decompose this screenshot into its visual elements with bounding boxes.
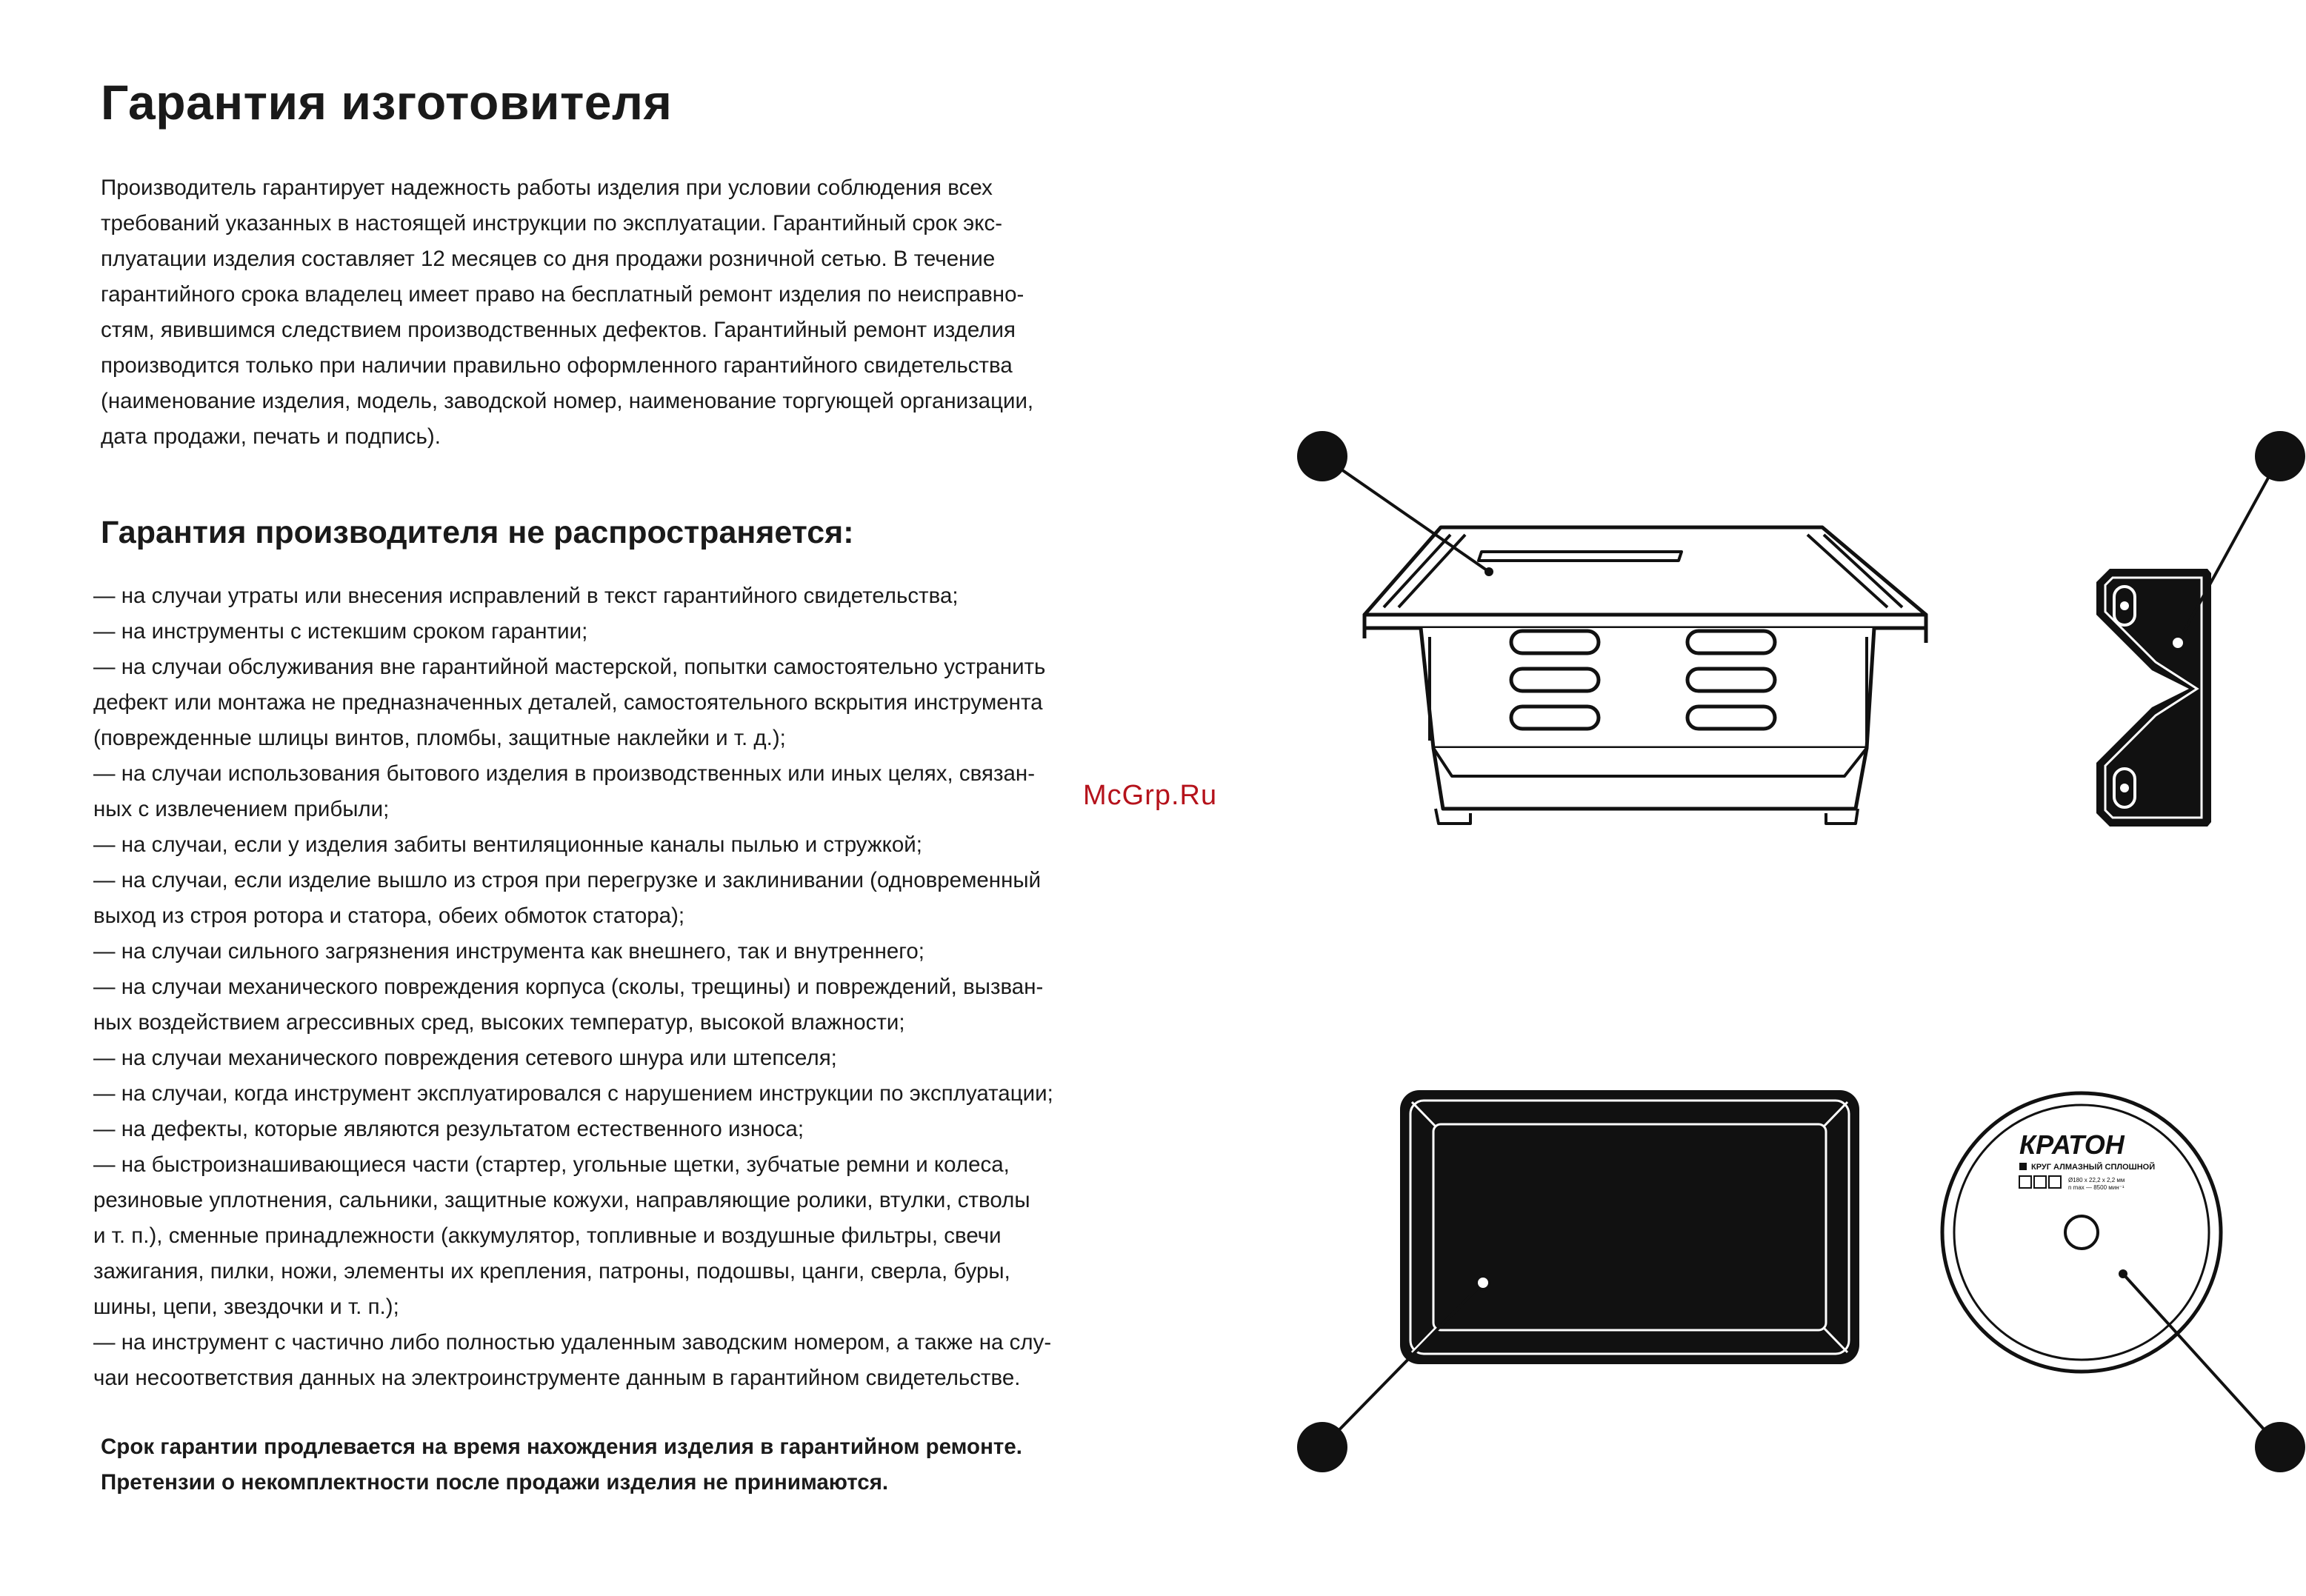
intro-line: Производитель гарантирует надежность работы изделия при условии соблюдения всех <box>101 176 993 200</box>
exclusion-line: резиновые уплотнения, сальники, защитные кожухи, направляющие ролики, втулки, стволы <box>93 1188 1030 1212</box>
exclusion-line: и т. п.), сменные принадлежности (аккумулятор, топливные и воздушные фильтры, свечи <box>93 1223 1002 1248</box>
exclusion-line: — на случаи механического повреждения сетевого шнура или штепселя; <box>93 1046 837 1070</box>
callout-marker <box>1297 431 1493 576</box>
exclusion-line: выход из строя ротора и статора, обеих обмоток статора); <box>93 904 685 928</box>
v-block-drawing <box>2096 569 2211 827</box>
exclusion-line: (поврежденные шлицы винтов, пломбы, защитные наклейки и т. д.); <box>93 726 786 750</box>
disc-label: КРУГ АЛМАЗНЫЙ СПЛОШНОЙ <box>2031 1163 2156 1172</box>
intro-line: гарантийного срока владелец имеет право на бесплатный ремонт изделия по неисправно- <box>101 282 1024 307</box>
exclusion-line: — на случаи обслуживания вне гарантийной мастерской, попытки самостоятельно устранить <box>93 655 1046 679</box>
intro-line: стям, явившимся следствием производственных дефектов. Гарантийный ремонт изделия <box>101 318 1016 342</box>
exclusion-line: — на случаи, если изделие вышло из строя при перегрузке и заклинивании (одновременный <box>93 868 1042 892</box>
intro-line: плуатации изделия составляет 12 месяцев со дня продажи розничной сетью. В течение <box>101 247 996 271</box>
note-line: Срок гарантии продлевается на время нахождения изделия в гарантийном ремонте. <box>101 1435 1022 1459</box>
exclusion-line: — на инструмент с частично либо полностью удаленным заводским номером, а также на слу- <box>93 1330 1052 1355</box>
callout-marker <box>2171 431 2305 650</box>
callout-marker <box>2119 1269 2305 1472</box>
diamond-disc-drawing <box>1942 1093 2221 1372</box>
exclusions-heading: Гарантия производителя не распространяется: <box>101 515 854 550</box>
exclusion-line: — на быстроизнашивающиеся части (стартер, угольные щетки, зубчатые ремни и колеса, <box>93 1152 1010 1177</box>
exclusion-line: ных с извлечением прибыли; <box>93 797 390 821</box>
exclusion-line: — на инструменты с истекшим сроком гарантии; <box>93 619 588 644</box>
disc-brand: КРАТОН <box>2019 1129 2125 1160</box>
exclusion-line: — на дефекты, которые являются результатом естественного износа; <box>93 1117 804 1141</box>
exclusion-line: — на случаи утраты или внесения исправлений в текст гарантийного свидетельства; <box>93 584 959 608</box>
exclusion-line: ных воздействием агрессивных сред, высоких температур, высокой влажности; <box>93 1010 905 1035</box>
intro-line: производится только при наличии правильно оформленного гарантийного свидетельства <box>101 353 1013 378</box>
exclusion-line: — на случаи сильного загрязнения инструмента как внешнего, так и внутреннего; <box>93 939 924 964</box>
page-title: Гарантия изготовителя <box>101 75 673 130</box>
disc-spec: Ø180 x 22,2 x 2,2 мм <box>2068 1177 2125 1183</box>
exclusion-line: шины, цепи, звездочки и т. п.); <box>93 1295 399 1319</box>
intro-line: (наименование изделия, модель, заводской номер, наименование торгующей организации, <box>101 389 1034 413</box>
exclusion-line: зажигания, пилки, ножи, элементы их крепления, патроны, подошвы, цанги, сверла, буры, <box>93 1259 1010 1283</box>
exclusion-line: дефект или монтажа не предназначенных деталей, самостоятельного вскрытия инструмента <box>93 690 1043 715</box>
exclusion-line: — на случаи, если у изделия забиты вентиляционные каналы пылью и стружкой; <box>93 832 922 857</box>
exclusion-line: — на случаи механического повреждения корпуса (сколы, трещины) и повреждений, вызван- <box>93 975 1044 999</box>
exclusion-line: — на случаи, когда инструмент эксплуатировался с нарушением инструкции по эксплуатации; <box>93 1081 1053 1106</box>
watermark: McGrp.Ru <box>1083 780 1218 811</box>
intro-line: требований указанных в настоящей инструкции по эксплуатации. Гарантийный срок экс- <box>101 211 1003 236</box>
callout-marker <box>1297 1276 1490 1472</box>
disc-spec: n max — 8500 мин⁻¹ <box>2068 1184 2125 1191</box>
intro-line: дата продажи, печать и подпись). <box>101 424 441 449</box>
note-line: Претензии о некомплектности после продажи изделия не принимаются. <box>101 1470 889 1495</box>
exclusion-line: — на случаи использования бытового изделия в производственных или иных целях, связан- <box>93 761 1036 786</box>
exclusion-line: чаи несоответствия данных на электроинструменте данным в гарантийном свидетельстве. <box>93 1366 1021 1390</box>
machine-body-drawing <box>1364 527 1926 824</box>
tray-drawing <box>1400 1090 1859 1364</box>
